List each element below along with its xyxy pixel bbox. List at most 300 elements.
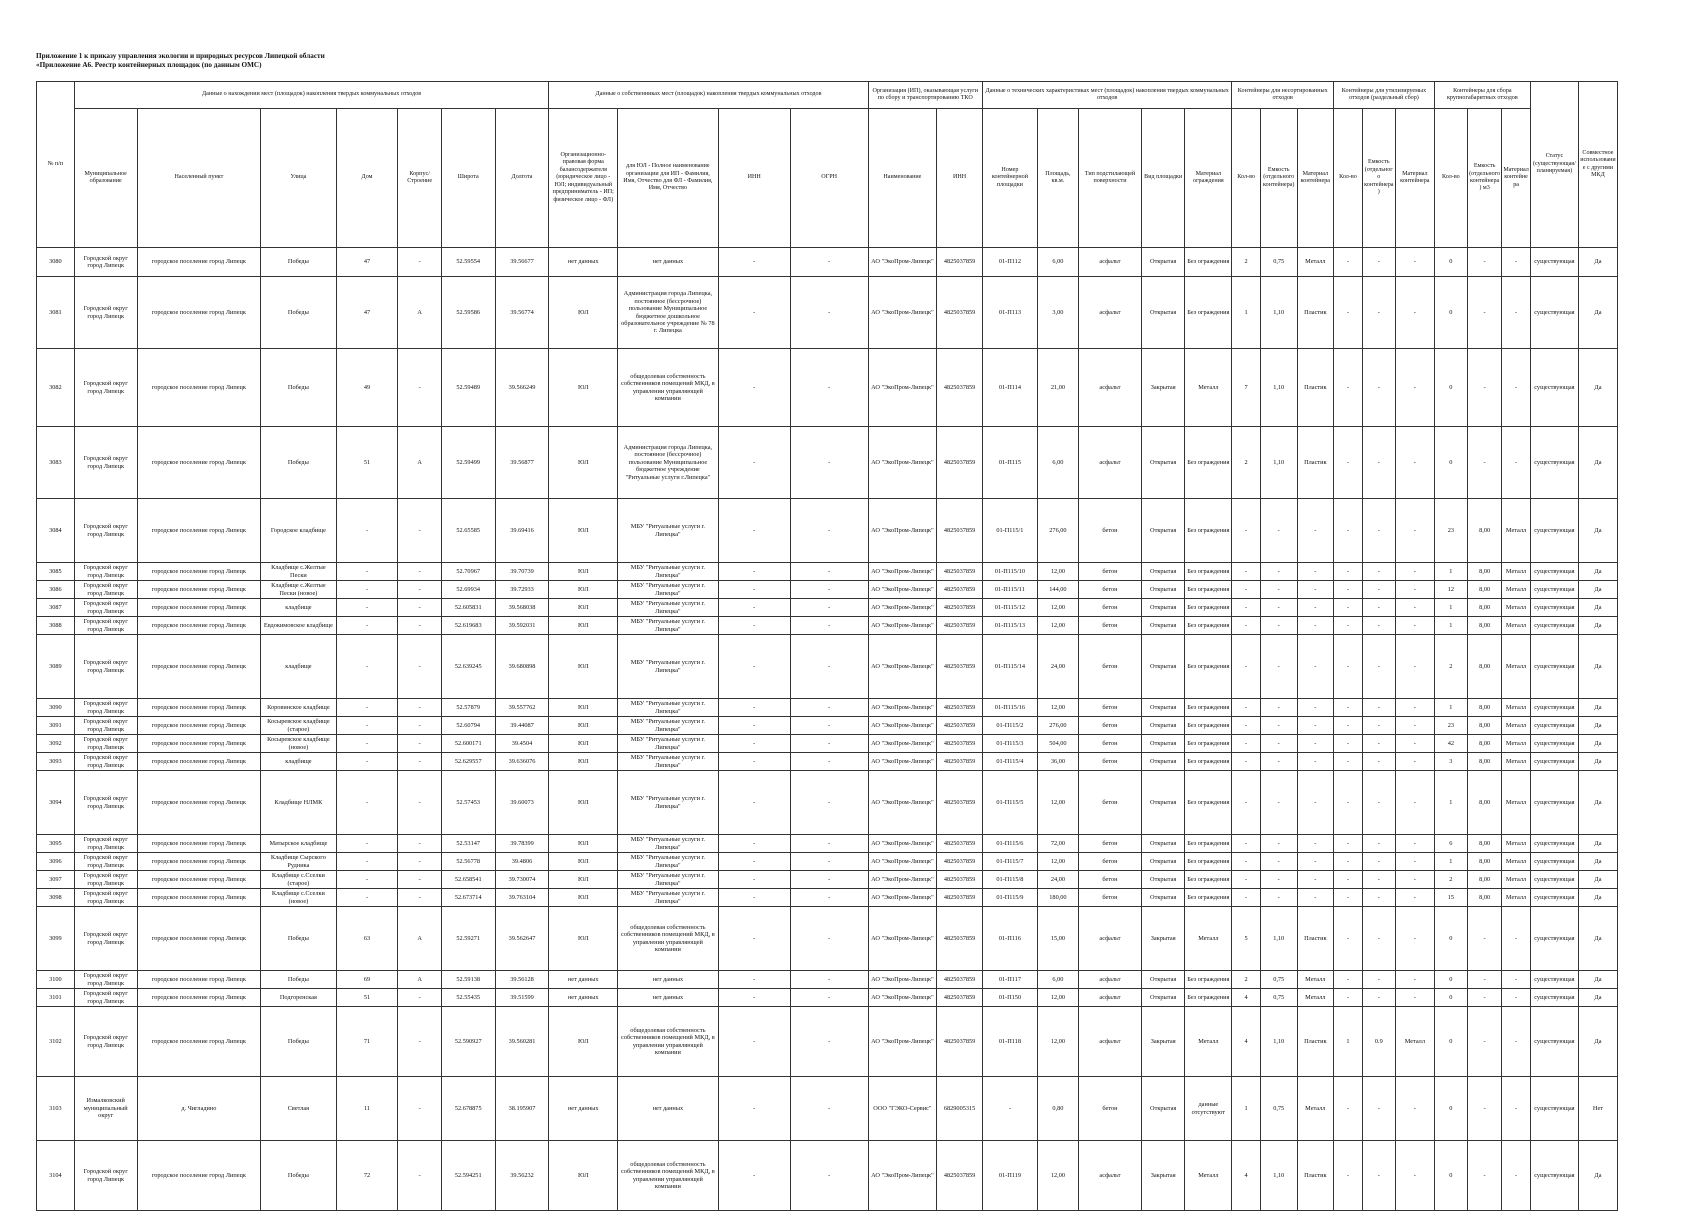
table-cell: 12,00 <box>1037 853 1078 871</box>
table-cell: ЮЛ <box>549 599 618 617</box>
table-cell: существующая <box>1530 635 1578 699</box>
table-cell: 39.69416 <box>495 499 549 563</box>
group-bulky: Контейнеры для сбора крупногабаритных отходов <box>1434 82 1530 109</box>
table-cell: - <box>790 563 868 581</box>
table-cell: - <box>1362 871 1395 889</box>
table-cell: городское поселение город Липецк <box>137 581 261 599</box>
table-cell: - <box>1334 907 1363 971</box>
table-cell: 0 <box>1434 1077 1467 1141</box>
table-cell: Без ограждения <box>1185 581 1232 599</box>
table-cell: - <box>1260 853 1297 871</box>
table-cell: 3093 <box>37 753 75 771</box>
table-cell: 21,00 <box>1037 349 1078 427</box>
table-cell: 1 <box>1232 1077 1261 1141</box>
table-cell: Без ограждения <box>1185 599 1232 617</box>
table-cell: - <box>1502 1007 1531 1077</box>
table-cell: Без ограждения <box>1185 427 1232 499</box>
table-row <box>37 989 1618 1007</box>
col-building: Корпус/Строение <box>398 109 441 248</box>
table-cell: - <box>1502 349 1531 427</box>
table-cell: 3092 <box>37 735 75 753</box>
table-cell: существующая <box>1530 871 1578 889</box>
table-cell: - <box>1395 248 1434 277</box>
table-cell: 39.562647 <box>495 907 549 971</box>
table-cell: существующая <box>1530 907 1578 971</box>
table-cell: Да <box>1578 563 1617 581</box>
table-cell: - <box>336 499 398 563</box>
table-cell: 12,00 <box>1037 771 1078 835</box>
table-cell: - <box>336 753 398 771</box>
table-row <box>37 248 1618 277</box>
col-operator-name: Наименование <box>868 109 937 248</box>
table-cell: существующая <box>1530 581 1578 599</box>
col-shared: Совместное использование с другими МКД <box>1578 82 1617 248</box>
table-cell: - <box>1467 907 1501 971</box>
table-cell: - <box>1297 771 1334 835</box>
table-cell: городское поселение город Липецк <box>137 1007 261 1077</box>
table-cell: Да <box>1578 349 1617 427</box>
table-cell: ЮЛ <box>549 889 618 907</box>
table-cell: Победы <box>261 349 336 427</box>
table-cell: Городской округ город Липецк <box>74 871 137 889</box>
table-cell: 3095 <box>37 835 75 853</box>
table-cell: Металл <box>1502 753 1531 771</box>
table-cell: Кладбище НЛМК <box>261 771 336 835</box>
table-cell: 39.560281 <box>495 1007 549 1077</box>
table-cell: 4 <box>1232 1141 1261 1211</box>
table-cell: АО "ЭкоПром-Липецк" <box>868 248 937 277</box>
table-cell: 01-П115/11 <box>982 581 1037 599</box>
table-cell: городское поселение город Липецк <box>137 563 261 581</box>
table-cell: 39.70739 <box>495 563 549 581</box>
table-cell: 52.594251 <box>441 1141 495 1211</box>
table-cell: асфальт <box>1079 907 1142 971</box>
table-cell: существующая <box>1530 717 1578 735</box>
table-cell: 0 <box>1434 907 1467 971</box>
header-line-1: Приложение 1 к приказу управления экологии и природных ресурсов Липецкой области <box>36 52 325 60</box>
table-cell: - <box>1334 871 1363 889</box>
table-cell: - <box>1395 971 1434 989</box>
table-cell: - <box>718 599 790 617</box>
table-cell: - <box>1232 599 1261 617</box>
table-cell: Да <box>1578 1141 1617 1211</box>
table-cell: Открытая <box>1141 835 1184 853</box>
table-cell: существующая <box>1530 889 1578 907</box>
table-cell: городское поселение город Липецк <box>137 989 261 1007</box>
table-cell: 276,00 <box>1037 499 1078 563</box>
table-cell: - <box>1362 771 1395 835</box>
table-cell: - <box>1395 753 1434 771</box>
table-cell: Открытая <box>1141 889 1184 907</box>
table-cell: бетон <box>1079 771 1142 835</box>
table-cell: - <box>398 771 441 835</box>
col-c2-cap: Емкость (отдельного контейнера) <box>1362 109 1395 248</box>
table-cell: - <box>1297 735 1334 753</box>
table-cell: - <box>1362 563 1395 581</box>
table-cell: - <box>336 853 398 871</box>
table-cell: Открытая <box>1141 277 1184 349</box>
table-cell: Металл <box>1297 971 1334 989</box>
table-cell: - <box>336 735 398 753</box>
table-cell: 4825037859 <box>937 1007 983 1077</box>
table-cell: - <box>336 871 398 889</box>
table-cell: - <box>1362 717 1395 735</box>
table-cell: - <box>1467 427 1501 499</box>
table-cell: 0.9 <box>1362 1007 1395 1077</box>
table-cell: Евдокимовское кладбище <box>261 617 336 635</box>
table-cell: д. Чигладино <box>137 1077 261 1141</box>
table-cell: Без ограждения <box>1185 277 1232 349</box>
table-cell: - <box>1232 499 1261 563</box>
table-cell: Металл <box>1502 889 1531 907</box>
table-cell: 47 <box>336 277 398 349</box>
table-cell: - <box>1232 581 1261 599</box>
table-cell: 6,00 <box>1037 427 1078 499</box>
table-cell: ЮЛ <box>549 617 618 635</box>
table-cell: - <box>1297 599 1334 617</box>
col-owner-name: для ЮЛ - Полное наименование организации для ИП - Фамилия, Имя, Отчество для ФЛ - Фамилия, Имя, Отчество <box>618 109 719 248</box>
table-cell: существующая <box>1530 499 1578 563</box>
table-cell: АО "ЭкоПром-Липецк" <box>868 1007 937 1077</box>
table-cell: 1,10 <box>1260 907 1297 971</box>
table-cell: ЮЛ <box>549 277 618 349</box>
table-row <box>37 871 1618 889</box>
table-cell: - <box>1334 277 1363 349</box>
table-cell: Без ограждения <box>1185 989 1232 1007</box>
table-row <box>37 753 1618 771</box>
table-cell: 52.57453 <box>441 771 495 835</box>
table-cell: - <box>1362 1141 1395 1211</box>
table-cell: АО "ЭкоПром-Липецк" <box>868 735 937 753</box>
table-cell: Без ограждения <box>1185 735 1232 753</box>
table-cell: общедолевая собственность собственников помещений МКД, в управлении управляющей компании <box>618 907 719 971</box>
table-cell: Открытая <box>1141 717 1184 735</box>
table-cell: 0,80 <box>1037 1077 1078 1141</box>
table-cell: Пластик <box>1297 427 1334 499</box>
table-cell: бетон <box>1079 581 1142 599</box>
table-cell: Без ограждения <box>1185 853 1232 871</box>
table-cell: 8,00 <box>1467 753 1501 771</box>
table-cell: 15 <box>1434 889 1467 907</box>
table-cell: Победы <box>261 971 336 989</box>
table-cell: 4825037859 <box>937 907 983 971</box>
table-cell: - <box>718 889 790 907</box>
table-cell: - <box>1395 427 1434 499</box>
table-cell: бетон <box>1079 563 1142 581</box>
table-cell: - <box>1502 277 1531 349</box>
table-cell: городское поселение город Липецк <box>137 871 261 889</box>
table-cell: 01-П114 <box>982 349 1037 427</box>
table-cell: 01-П115/16 <box>982 699 1037 717</box>
table-cell: Пластик <box>1297 907 1334 971</box>
table-cell: - <box>982 1077 1037 1141</box>
table-cell: Металл <box>1502 617 1531 635</box>
col-org-form: Организационно-правовая форма балансодержателя (юридическое лицо - ЮЛ; индивидуальный предприниматель - ИП; физическое лицо - ФЛ) <box>549 109 618 248</box>
table-cell: нет данных <box>549 989 618 1007</box>
table-cell: 51 <box>336 427 398 499</box>
table-cell: - <box>718 699 790 717</box>
table-cell: 01-П115 <box>982 427 1037 499</box>
table-cell: Городской округ город Липецк <box>74 635 137 699</box>
table-cell: городское поселение город Липецк <box>137 717 261 735</box>
table-cell: - <box>718 248 790 277</box>
table-cell: - <box>398 871 441 889</box>
table-cell: Да <box>1578 635 1617 699</box>
table-cell: - <box>718 835 790 853</box>
table-cell: Металл <box>1502 735 1531 753</box>
table-cell: - <box>790 907 868 971</box>
table-cell: - <box>1297 499 1334 563</box>
table-cell: - <box>1260 889 1297 907</box>
table-cell: АО "ЭкоПром-Липецк" <box>868 581 937 599</box>
table-cell: городское поселение город Липецк <box>137 427 261 499</box>
table-cell: - <box>398 835 441 853</box>
table-cell: - <box>1297 635 1334 699</box>
table-cell: - <box>1260 635 1297 699</box>
table-cell: Городской округ город Липецк <box>74 1141 137 1211</box>
table-cell: - <box>1232 753 1261 771</box>
table-cell: - <box>1297 581 1334 599</box>
table-cell: существующая <box>1530 277 1578 349</box>
table-cell: существующая <box>1530 835 1578 853</box>
table-cell: 3099 <box>37 907 75 971</box>
table-cell: Без ограждения <box>1185 248 1232 277</box>
table-cell: АО "ЭкоПром-Липецк" <box>868 563 937 581</box>
table-cell: - <box>1362 349 1395 427</box>
table-cell: Пластик <box>1297 1141 1334 1211</box>
table-cell: МБУ "Ритуальные услуги г. Липецка" <box>618 499 719 563</box>
col-site-no: Номер контейнерной площадки <box>982 109 1037 248</box>
table-cell: Да <box>1578 989 1617 1007</box>
table-cell: Пластик <box>1297 277 1334 349</box>
table-cell: - <box>718 277 790 349</box>
table-cell: 0 <box>1434 971 1467 989</box>
table-cell: 01-П115/3 <box>982 735 1037 753</box>
table-cell: - <box>1260 617 1297 635</box>
table-cell: Металл <box>1502 717 1531 735</box>
table-cell: Без ограждения <box>1185 717 1232 735</box>
table-cell: Металл <box>1502 563 1531 581</box>
table-cell: - <box>790 699 868 717</box>
table-cell: 38.195907 <box>495 1077 549 1141</box>
table-cell: ЮЛ <box>549 563 618 581</box>
table-cell: - <box>1334 1077 1363 1141</box>
table-cell: - <box>1334 835 1363 853</box>
table-cell: - <box>398 753 441 771</box>
table-cell: кладбище <box>261 753 336 771</box>
table-cell: 3084 <box>37 499 75 563</box>
table-cell: - <box>718 1077 790 1141</box>
table-cell: 12,00 <box>1037 699 1078 717</box>
table-cell: 39.730074 <box>495 871 549 889</box>
table-cell: Закрытая <box>1141 1141 1184 1211</box>
table-cell: 39.56677 <box>495 248 549 277</box>
table-cell: 12,00 <box>1037 599 1078 617</box>
table-cell: - <box>718 617 790 635</box>
table-cell: 8,00 <box>1467 599 1501 617</box>
table-cell: - <box>1502 907 1531 971</box>
table-cell: - <box>718 635 790 699</box>
table-cell: 4825037859 <box>937 871 983 889</box>
table-cell: - <box>1467 1141 1501 1211</box>
table-cell: Металл <box>1185 349 1232 427</box>
table-cell: 01-П150 <box>982 989 1037 1007</box>
table-cell: - <box>1395 499 1434 563</box>
table-cell: - <box>1395 871 1434 889</box>
table-cell: 3103 <box>37 1077 75 1141</box>
table-cell: Металл <box>1297 248 1334 277</box>
table-row <box>37 853 1618 871</box>
table-cell: 3,00 <box>1037 277 1078 349</box>
table-cell: - <box>790 889 868 907</box>
table-cell: 01-П115/13 <box>982 617 1037 635</box>
table-cell: - <box>1395 277 1434 349</box>
table-cell: 39.763104 <box>495 889 549 907</box>
table-cell: - <box>1334 717 1363 735</box>
table-row <box>37 581 1618 599</box>
table-row <box>37 563 1618 581</box>
table-cell: - <box>1334 427 1363 499</box>
table-cell: 6829005315 <box>937 1077 983 1141</box>
table-cell: Да <box>1578 1007 1617 1077</box>
table-cell: - <box>398 563 441 581</box>
table-cell: Кладбище Сырского Рудника <box>261 853 336 871</box>
table-cell: ЮЛ <box>549 771 618 835</box>
table-cell: Без ограждения <box>1185 499 1232 563</box>
table-cell: 39.557762 <box>495 699 549 717</box>
table-cell: бетон <box>1079 617 1142 635</box>
table-cell: - <box>1232 835 1261 853</box>
table-cell: - <box>1502 1141 1531 1211</box>
table-cell: 1 <box>1434 853 1467 871</box>
table-cell: Открытая <box>1141 971 1184 989</box>
table-row <box>37 835 1618 853</box>
table-cell: 3098 <box>37 889 75 907</box>
table-cell: - <box>398 499 441 563</box>
table-cell: Да <box>1578 753 1617 771</box>
table-cell: - <box>336 699 398 717</box>
table-cell: 39.680898 <box>495 635 549 699</box>
table-cell: 52.56778 <box>441 853 495 871</box>
table-cell: асфальт <box>1079 349 1142 427</box>
table-cell: - <box>1362 835 1395 853</box>
table-cell: - <box>1362 599 1395 617</box>
table-cell: АО "ЭкоПром-Липецк" <box>868 427 937 499</box>
table-cell: - <box>398 1077 441 1141</box>
table-cell: МБУ "Ритуальные услуги г. Липецка" <box>618 581 719 599</box>
table-cell: - <box>718 735 790 753</box>
table-cell: 0 <box>1434 1141 1467 1211</box>
table-cell: Открытая <box>1141 563 1184 581</box>
table-cell: существующая <box>1530 599 1578 617</box>
table-cell: - <box>1395 907 1434 971</box>
table-cell: 4 <box>1232 989 1261 1007</box>
col-c1-cap: Емкость (отдельного контейнера) <box>1260 109 1297 248</box>
table-cell: МБУ "Ритуальные услуги г. Липецка" <box>618 853 719 871</box>
table-cell: Матырское кладбище <box>261 835 336 853</box>
table-cell: 8,00 <box>1467 853 1501 871</box>
table-cell: А <box>398 277 441 349</box>
table-cell: 01-П115/1 <box>982 499 1037 563</box>
table-cell: ЮЛ <box>549 581 618 599</box>
table-row <box>37 971 1618 989</box>
table-cell: - <box>1232 563 1261 581</box>
table-cell: 3 <box>1434 753 1467 771</box>
table-cell: нет данных <box>618 1077 719 1141</box>
table-cell: городское поселение город Липецк <box>137 1141 261 1211</box>
table-cell: бетон <box>1079 635 1142 699</box>
table-cell: существующая <box>1530 349 1578 427</box>
col-owner-ogrn: ОГРН <box>790 109 868 248</box>
table-row <box>37 1141 1618 1211</box>
table-cell: МБУ "Ритуальные услуги г. Липецка" <box>618 599 719 617</box>
col-owner-inn: ИНН <box>718 109 790 248</box>
table-cell: - <box>1362 1077 1395 1141</box>
table-cell: - <box>398 1141 441 1211</box>
table-cell: - <box>1395 563 1434 581</box>
table-cell: Да <box>1578 277 1617 349</box>
table-cell: А <box>398 907 441 971</box>
table-cell: - <box>336 771 398 835</box>
table-cell: 180,00 <box>1037 889 1078 907</box>
table-cell: 71 <box>336 1007 398 1077</box>
table-cell: 4825037859 <box>937 717 983 735</box>
table-cell: бетон <box>1079 853 1142 871</box>
header-line-2: «Приложение А6. Реестр контейнерных площадок (по данным ОМС) <box>36 61 262 69</box>
table-cell: 8,00 <box>1467 581 1501 599</box>
table-cell: существующая <box>1530 753 1578 771</box>
table-cell: - <box>1362 907 1395 971</box>
table-cell: Пластик <box>1297 349 1334 427</box>
table-cell: - <box>398 853 441 871</box>
table-cell: 01-П118 <box>982 1007 1037 1077</box>
table-cell: Городской округ город Липецк <box>74 581 137 599</box>
table-cell: - <box>1467 349 1501 427</box>
table-cell: 52.59138 <box>441 971 495 989</box>
table-cell: городское поселение город Липецк <box>137 699 261 717</box>
col-c2-mat: Материал контейнера <box>1395 109 1434 248</box>
table-cell: нет данных <box>618 971 719 989</box>
table-cell: существующая <box>1530 1141 1578 1211</box>
table-cell: Городское кладбище <box>261 499 336 563</box>
group-technical: Данные о технических характеристиках мест (площадок) накопления твердых коммунальных отходов <box>982 82 1231 109</box>
table-cell: - <box>1395 635 1434 699</box>
table-cell: - <box>1334 699 1363 717</box>
table-cell: 3090 <box>37 699 75 717</box>
table-cell: асфальт <box>1079 277 1142 349</box>
table-cell: 52.59271 <box>441 907 495 971</box>
table-cell: 69 <box>336 971 398 989</box>
table-cell: - <box>1334 1141 1363 1211</box>
table-cell: Без ограждения <box>1185 635 1232 699</box>
table-cell: городское поселение город Липецк <box>137 889 261 907</box>
table-cell: 3097 <box>37 871 75 889</box>
table-cell: - <box>398 989 441 1007</box>
table-cell: АО "ЭкоПром-Липецк" <box>868 753 937 771</box>
table-cell: - <box>790 599 868 617</box>
table-cell: 504,00 <box>1037 735 1078 753</box>
table-cell: 52.59489 <box>441 349 495 427</box>
table-cell: 2 <box>1232 427 1261 499</box>
table-cell: 8,00 <box>1467 717 1501 735</box>
table-cell: Победы <box>261 248 336 277</box>
table-cell: Да <box>1578 971 1617 989</box>
table-cell: бетон <box>1079 717 1142 735</box>
table-cell: ЮЛ <box>549 907 618 971</box>
col-house: Дом <box>336 109 398 248</box>
table-cell: нет данных <box>549 248 618 277</box>
table-cell: 52.629557 <box>441 753 495 771</box>
